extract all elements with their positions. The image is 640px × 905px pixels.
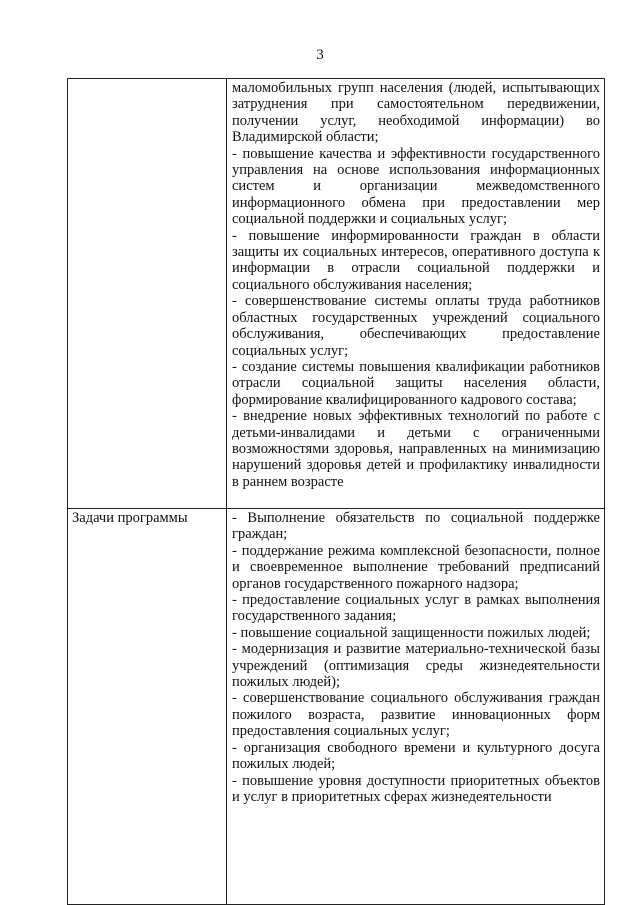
paragraph: - совершенствование системы оплаты труда работников областных государственных учреждений социального обслуживания, обеспечивающих предоставление социальных услуг; (232, 293, 600, 359)
paragraph: - предоставление социальных услуг в рамках выполнения государственного задания; (232, 592, 600, 625)
table-row (68, 509, 605, 905)
paragraph: - повышение информированности граждан в области защиты их социальных интересов, оперативного доступа к информации в отрасли социальной поддержки и социального обслуживания населения; (232, 227, 600, 293)
table-row (68, 79, 605, 509)
paragraph: - совершенствование социального обслуживания граждан пожилого возраста, развитие инновационных форм предоставления социальных услуг; (232, 690, 600, 740)
row-content (227, 509, 605, 905)
paragraph: - создание системы повышения квалификации работников отрасли социальной защиты населения области, формирование квалифицированного кадрового состава; (232, 358, 600, 408)
paragraph: - организация свободного времени и культурного досуга пожилых людей; (232, 739, 600, 773)
paragraph: - модернизация и развитие материально-технической базы учреждений (оптимизация среды жизнедеятельности пожилых людей); (232, 641, 600, 691)
page-number: 3 (316, 47, 324, 63)
paragraph: маломобильных групп населения (людей, испытывающих затруднения при самостоятельном передвижении, получении услуг, необходимой информации) во Владимирской области; (232, 80, 600, 146)
program-table (67, 78, 605, 905)
paragraph: - поддержание режима комплексной безопасности, полное и своевременное выполнение требований предписаний органов государственного пожарного надзора; (232, 542, 600, 592)
paragraph: - внедрение новых эффективных технологий по работе с детьми-инвалидами и детьми с ограниченными возможностями здоровья, направленных на минимизацию нарушений здоровья детей и профилактику инвалидности в раннем возрасте (232, 408, 600, 490)
paragraph: - повышение качества и эффективности государственного управления на основе использования информационных систем и организации межведомственного информационного обмена при предоставлении мер социальной поддержки и социальных услуг; (232, 145, 600, 228)
row-label: Задачи программы (68, 509, 227, 905)
paragraph: - повышение социальной защищенности пожилых людей; (232, 624, 591, 641)
row-label (68, 79, 227, 509)
paragraph: - повышение уровня доступности приоритетных объектов и услуг в приоритетных сферах жизнедеятельности (232, 772, 600, 805)
row-content (227, 79, 605, 509)
paragraph: - Выполнение обязательств по социальной поддержке граждан; (232, 510, 600, 543)
